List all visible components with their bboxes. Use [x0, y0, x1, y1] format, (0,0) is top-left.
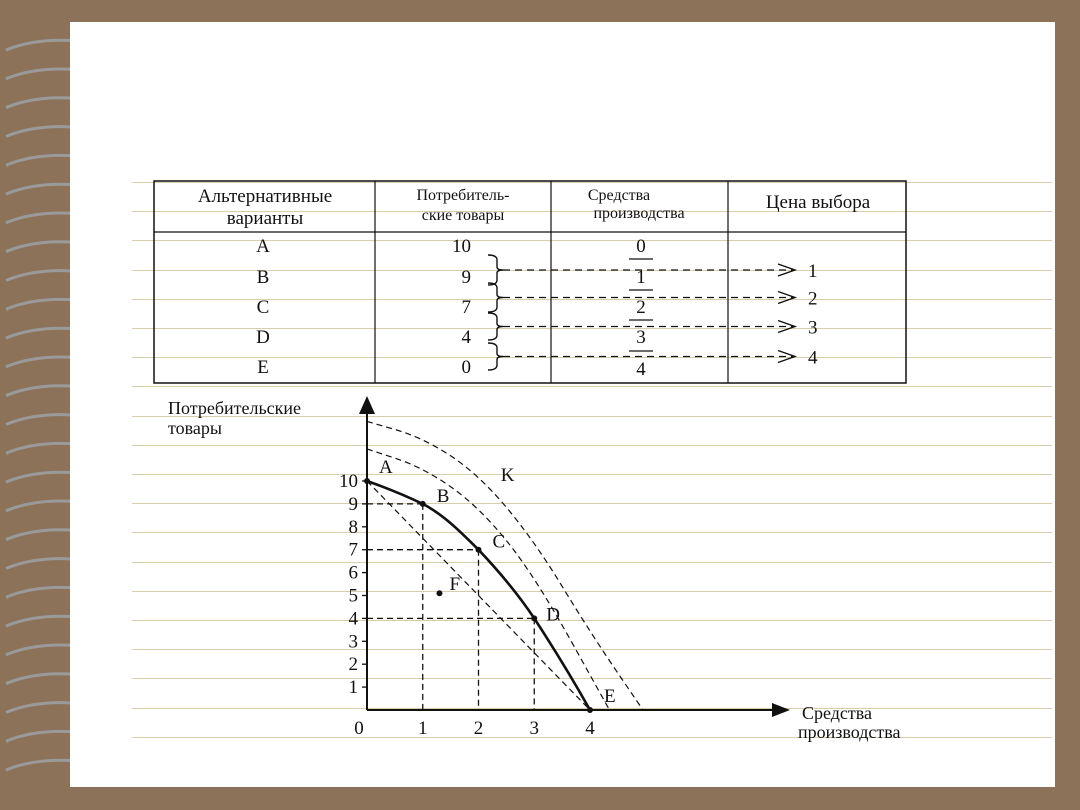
y-tick-label: 9: [348, 493, 358, 515]
ppf-point-label: E: [604, 686, 616, 707]
ppf-point: [476, 547, 482, 553]
x-axis-label-line1: Средства: [802, 703, 873, 723]
y-tick-label: 3: [348, 631, 358, 653]
ppf-chart: [150, 390, 960, 750]
x-tick-label: 3: [529, 718, 539, 739]
header-choice-cost: Цена выбора: [765, 192, 871, 213]
y-tick-label: 10: [339, 471, 358, 492]
header-consumer-line2: ские товары: [421, 207, 505, 224]
x-tick-label: 0: [354, 718, 364, 739]
row-consumer-value: 10: [452, 236, 471, 257]
ppf-point: [531, 615, 537, 621]
row-production-value: 3: [636, 327, 646, 348]
choice-cost-value: 2: [808, 288, 818, 310]
brace: [488, 313, 503, 340]
ppf-point: [587, 707, 593, 713]
x-tick-label: 4: [585, 718, 595, 739]
y-tick-label: 6: [348, 562, 358, 584]
y-tick-label: 7: [348, 539, 358, 561]
ppf-point-label: B: [436, 485, 450, 507]
row-variant: E: [257, 357, 269, 378]
row-production-value: 1: [636, 267, 646, 288]
y-tick-label: 2: [348, 654, 358, 676]
choice-cost-value: 4: [808, 347, 818, 369]
row-consumer-value: 7: [461, 297, 471, 318]
ppf-point-label: C: [492, 531, 506, 553]
y-axis-label-line2: товары: [168, 418, 222, 438]
header-production-line1: Средства: [587, 187, 651, 204]
ruled-line: [132, 386, 1052, 387]
point-f: [436, 590, 442, 596]
y-axis-arrow: [359, 396, 375, 414]
brace: [488, 283, 503, 312]
y-tick-label: 4: [348, 608, 358, 630]
row-production-value: 4: [636, 359, 646, 380]
y-axis-label-line1: Потребительские: [168, 398, 302, 418]
row-consumer-value: 9: [461, 267, 471, 288]
header-variants-line2: варианты: [226, 208, 304, 229]
y-tick-label: 8: [348, 516, 358, 538]
y-tick-label: 1: [348, 677, 358, 699]
ppf-point-label: D: [546, 604, 560, 626]
brace: [488, 343, 503, 370]
header-variants-line1: Альтернативные: [197, 186, 333, 207]
header-production-line2: производства: [593, 205, 685, 222]
row-variant: C: [256, 297, 270, 318]
choice-cost-value: 3: [808, 317, 818, 339]
point-f-label: F: [449, 574, 461, 596]
row-production-value: 0: [636, 236, 646, 257]
curve-label-k: K: [500, 465, 515, 486]
ppf-point: [420, 501, 426, 507]
row-consumer-value: 4: [461, 327, 471, 348]
row-variant: A: [256, 236, 270, 257]
row-variant: B: [256, 267, 270, 288]
brace: [488, 255, 503, 285]
ppf-point: [364, 478, 370, 484]
x-tick-label: 2: [473, 718, 484, 739]
x-tick-label: 1: [418, 718, 428, 739]
x-axis-arrow: [772, 703, 790, 717]
row-production-value: 2: [636, 297, 646, 318]
y-tick-label: 5: [348, 585, 358, 607]
choice-cost-value: 1: [808, 261, 818, 282]
row-consumer-value: 0: [461, 357, 471, 378]
alternatives-table: [153, 180, 908, 385]
x-axis-label-line2: производства: [798, 722, 901, 742]
row-variant: D: [256, 327, 270, 348]
ppf-point-label: A: [379, 457, 393, 478]
header-consumer-line1: Потребитель-: [416, 187, 510, 204]
